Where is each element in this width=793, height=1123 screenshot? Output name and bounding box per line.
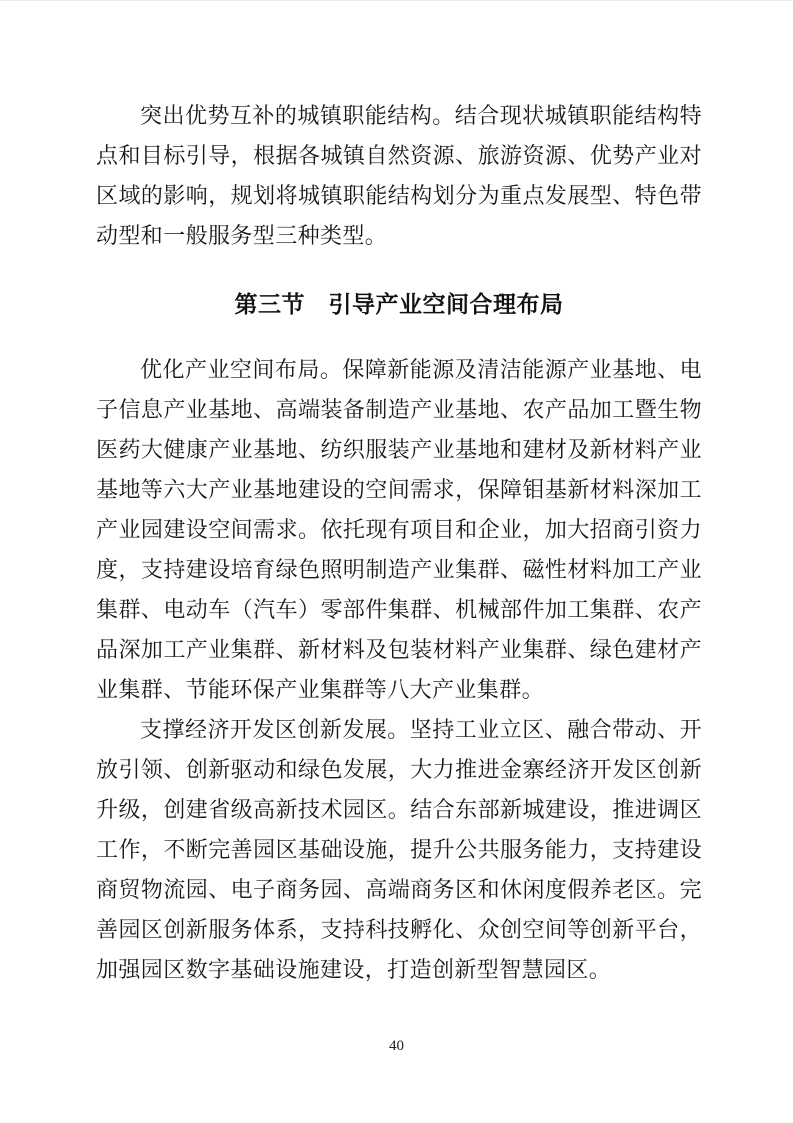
section-heading: 第三节 引导产业空间合理布局	[234, 291, 564, 317]
paragraph-urban-functions: 突出优势互补的城镇职能结构。结合现状城镇职能结构特点和目标引导，根据各城镇自然资源、旅游资源、优势产业对区域的影响，规划将城镇职能结构划分为重点发展型、特色带动型和一般服务型三种类型。	[96, 103, 702, 248]
page-number: 40	[389, 1038, 404, 1054]
page-content	[96, 96, 702, 990]
paragraph-industrial-layout: 优化产业空间布局。保障新能源及清洁能源产业基地、电子信息产业基地、高端装备制造产业基地、农产品加工暨生物医药大健康产业基地、纺织服装产业基地和建材及新材料产业基地等六大产业基地建设的空间需求，保障钼基新材料深加工产业园建设空间需求。依托现有项目和企业，加大招商引资力度，支持建设培育绿色照明制造产业集群、磁性材料加工产业集群、电动车（汽车）零部件集群、机械部件加工集群、农产品深加工产业集群、新材料及包装材料产业集群、绿色建材产业集群、节能环保产业集群等八大产业集群。	[96, 357, 702, 702]
paragraph-development-zone: 支撑经济开发区创新发展。坚持工业立区、融合带动、开放引领、创新驱动和绿色发展，大力推进金寨经济开发区创新升级，创建省级高新技术园区。结合东部新城建设，推进调区工作，不断完善园区基础设施，提升公共服务能力，支持建设商贸物流园、电子商务园、高端商务区和休闲度假养老区。完善园区创新服务体系，支持科技孵化、众创空间等创新平台，加强园区数字基础设施建设，打造创新型智慧园区。	[96, 717, 702, 982]
